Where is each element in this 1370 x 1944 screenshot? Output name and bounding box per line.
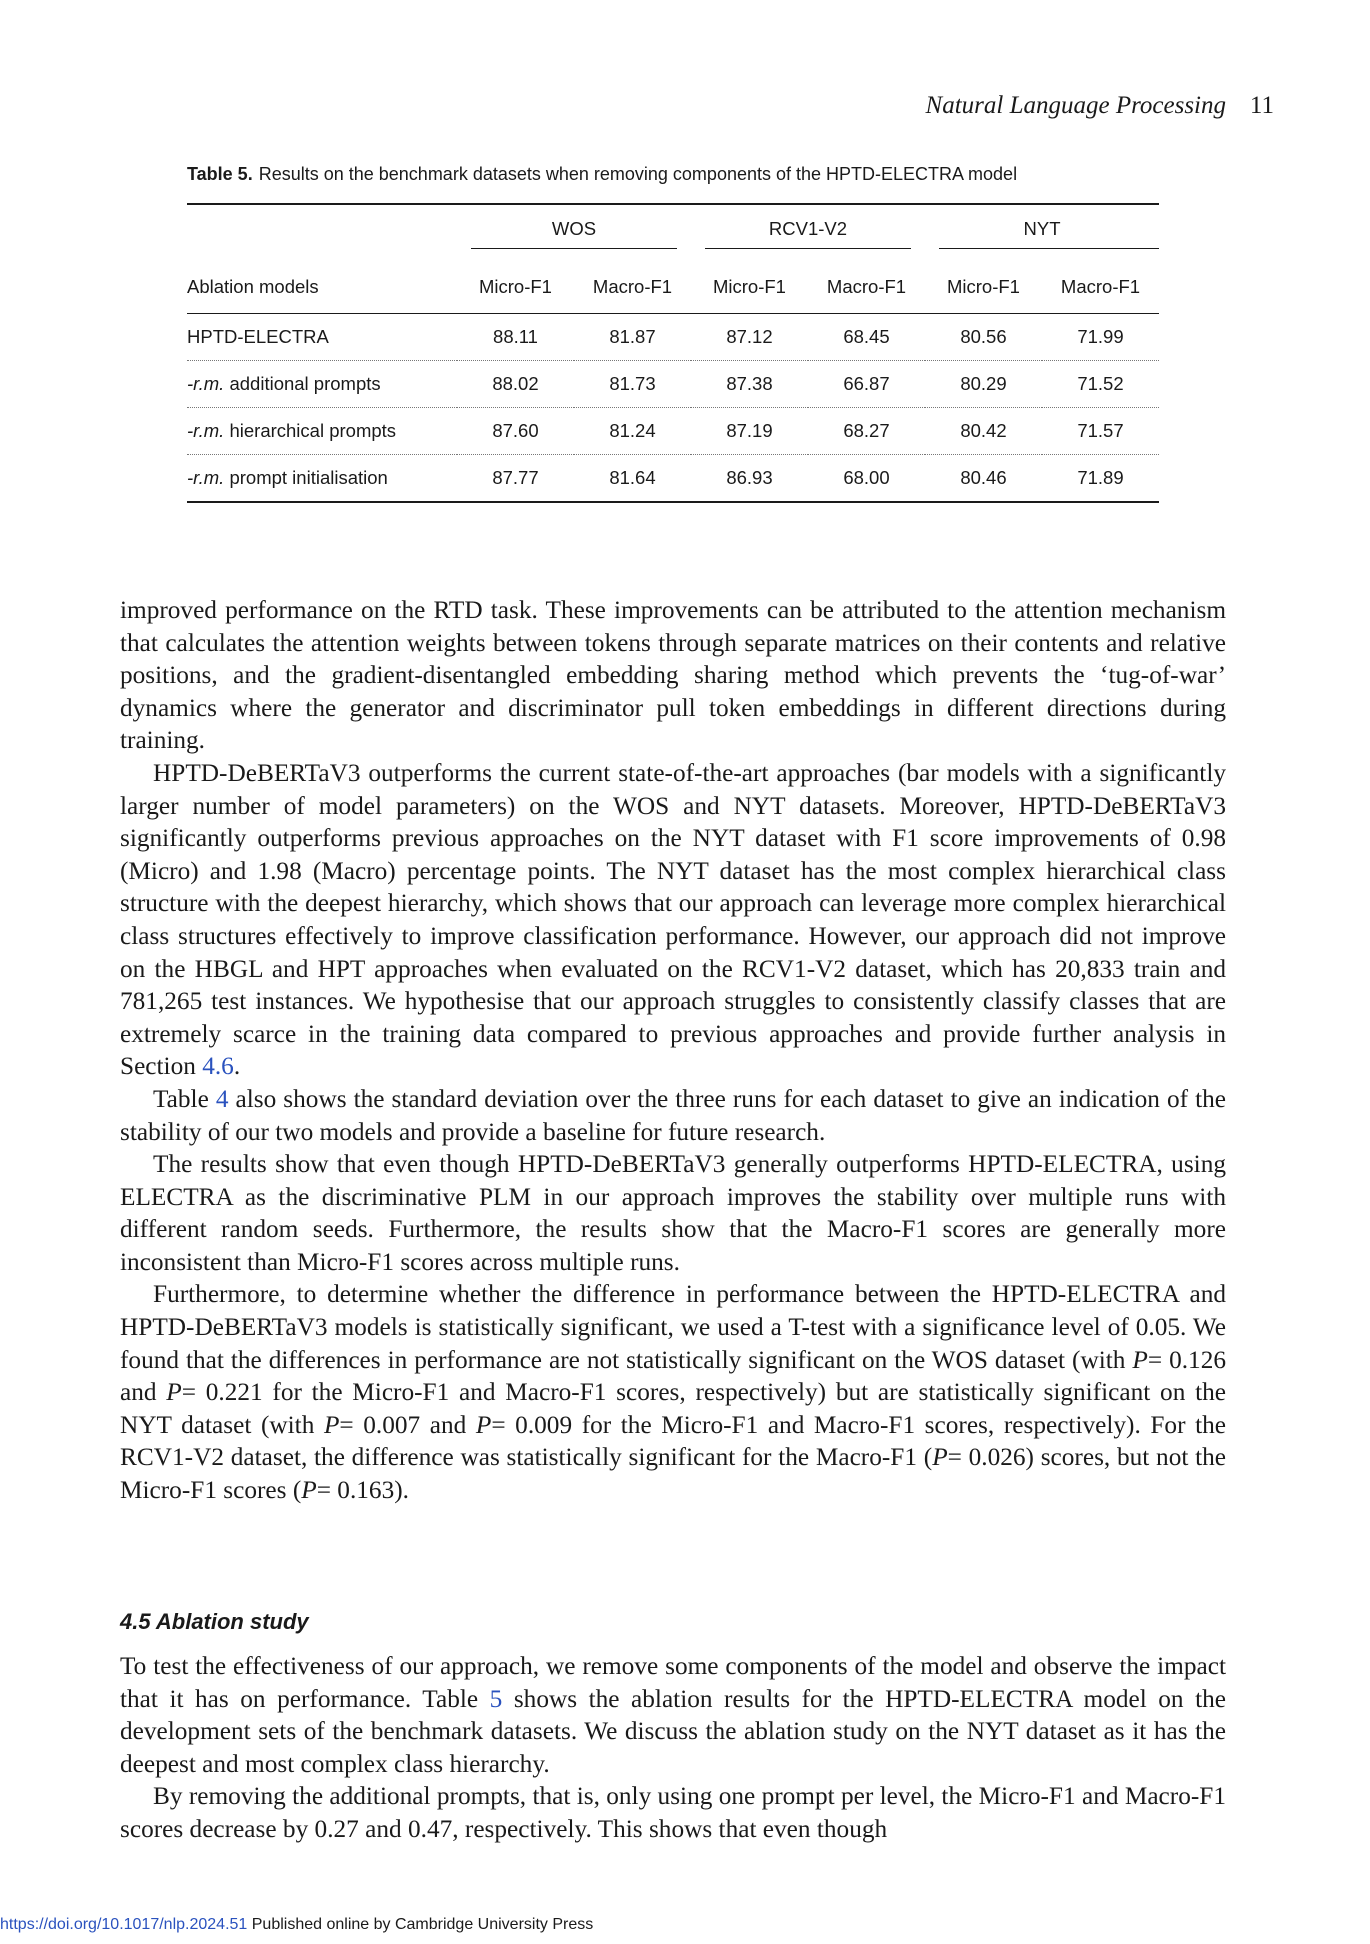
doi-link[interactable]: https://doi.org/10.1017/nlp.2024.51: [0, 1916, 248, 1933]
table-cell: 71.99: [1077, 326, 1124, 347]
section-heading: 4.5 Ablation study: [120, 1609, 309, 1634]
row-label: -r.m. additional prompts: [187, 361, 457, 408]
table-cell: 80.56: [960, 326, 1007, 347]
table-group-header-row: [187, 204, 1159, 261]
table-cell: 87.38: [691, 361, 808, 408]
table-cell: 80.42: [925, 408, 1042, 455]
table-link[interactable]: 5: [489, 1684, 503, 1713]
table-cell: 71.89: [1042, 455, 1159, 503]
col-header: Macro-F1: [808, 261, 925, 314]
table-cell: 68.00: [808, 455, 925, 503]
section-link[interactable]: 4.6: [202, 1052, 234, 1081]
group-header-rcv1: RCV1-V2: [691, 204, 925, 261]
table-row: [187, 455, 1159, 503]
table-caption: [187, 164, 1159, 185]
col-header: Micro-F1: [691, 261, 808, 314]
table-cell: 80.29: [925, 361, 1042, 408]
table-row: [187, 314, 1159, 361]
col-header: Micro-F1: [925, 261, 1042, 314]
table-row: [187, 408, 1159, 455]
table-cell: 68.45: [843, 326, 890, 347]
table-cell: 81.87: [609, 326, 656, 347]
table-cell: 80.46: [925, 455, 1042, 503]
page-number: 11: [1249, 92, 1274, 119]
table-cell: 81.73: [574, 361, 691, 408]
footer: [0, 1916, 593, 1934]
table-cell: 87.12: [726, 326, 773, 347]
body-text: [120, 594, 1226, 1507]
col-header: Macro-F1: [574, 261, 691, 314]
table-caption-label: Table 5.: [187, 164, 253, 184]
paragraph: Furthermore, to determine whether the difference in performance between the HPTD-ELECTRA and HPTD-DeBERTaV3 models is statistically significant, we used a T-test with a significance level of 0.05. We found that the differences in performance are not statistically significant on the WOS dataset (with P= 0.126 and P= 0.221 for the Micro-F1 and Macro-F1 scores, respectively) but are statistically significant on the NYT dataset (with P= 0.007 and P= 0.009 for the Micro-F1 and Macro-F1 scores, respectively). For the RCV1-V2 dataset, the difference was statistically significant for the Macro-F1 (P= 0.026) scores, but not the Micro-F1 scores (P= 0.163).: [120, 1280, 1227, 1505]
table-cell: 66.87: [808, 361, 925, 408]
table-caption-text: Results on the benchmark datasets when removing components of the HPTD-ELECTRA model: [258, 164, 1018, 184]
paragraph: The results show that even though HPTD-DeBERTaV3 generally outperforms HPTD-ELECTRA, using ELECTRA as the discriminative PLM in our approach improves the stability over multiple runs with different random seeds. Furthermore, the results show that the Macro-F1 scores are generally more inconsistent than Micro-F1 scores across multiple runs.: [120, 1150, 1226, 1276]
table-subheader-row: [187, 261, 1159, 314]
table-cell: 87.19: [691, 408, 808, 455]
paragraph: HPTD-DeBERTaV3 outperforms the current state-of-the-art approaches (bar models with a significantly larger number of model parameters) on the WOS and NYT datasets. Moreover, HPTD-DeBERTaV3 significantly outperforms previous approaches on the NYT dataset with F1 score improvements of 0.98 (Micro) and 1.98 (Macro) percentage points. The NYT dataset has the most complex hierarchical class structure with the deepest hierarchy, which shows that our approach can leverage more complex hierarchical class structures effectively to improve classification performance. However, our approach did not improve on the HBGL and HPT approaches when evaluated on the RCV1-V2 dataset, which has 20,833 train and 781,265 test instances. We hypothesise that our approach struggles to consistently classify classes that are extremely scarce in the training data compared to previous approaches and provide further analysis in Section 4.6.: [120, 758, 1226, 1081]
table-row: [187, 361, 1159, 408]
publisher-text: Published online by Cambridge University Press: [247, 1916, 594, 1933]
table-cell: 86.93: [691, 455, 808, 503]
table-cell: 88.02: [457, 361, 574, 408]
running-head: Natural Language Processing: [925, 92, 1226, 119]
table-cell: 68.27: [808, 408, 925, 455]
group-header-nyt: NYT: [925, 204, 1159, 261]
col-header: Macro-F1: [1042, 261, 1159, 314]
table-link[interactable]: 4: [215, 1084, 229, 1113]
group-header-wos: WOS: [457, 204, 691, 261]
paragraph: By removing the additional prompts, that is, only using one prompt per level, the Micro-F1 and Macro-F1 scores decrease by 0.27 and 0.47, respectively. This shows that even though: [120, 1782, 1226, 1843]
section-text: [120, 1650, 1226, 1846]
table-5: [187, 164, 1159, 503]
row-label: HPTD-ELECTRA: [187, 326, 329, 347]
ablation-table: [187, 203, 1159, 503]
table-cell: 88.11: [493, 326, 538, 347]
row-label: -r.m. prompt initialisation: [187, 455, 457, 503]
table-cell: 87.60: [457, 408, 574, 455]
table-cell: 81.64: [574, 455, 691, 503]
table-cell: 81.24: [574, 408, 691, 455]
paragraph: improved performance on the RTD task. These improvements can be attributed to the attention mechanism that calculates the attention weights between tokens through separate matrices on their contents and relative positions, and the gradient-disentangled embedding sharing method which prevents the ‘tug-of-war’ dynamics where the generator and discriminator pull token embeddings in different directions during training.: [120, 596, 1226, 755]
table-cell: 71.57: [1042, 408, 1159, 455]
table-cell: 87.77: [457, 455, 574, 503]
row-header: Ablation models: [187, 261, 457, 314]
col-header: Micro-F1: [457, 261, 574, 314]
table-cell: 71.52: [1042, 361, 1159, 408]
row-label: -r.m. hierarchical prompts: [187, 408, 457, 455]
paragraph: To test the effectiveness of our approach, we remove some components of the model and observe the impact that it has on performance. Table 5 shows the ablation results for the HPTD-ELECTRA model on the development sets of the benchmark datasets. We discuss the ablation study on the NYT dataset as it has the deepest and most complex class hierarchy.: [120, 1652, 1226, 1778]
paragraph: Table 4 also shows the standard deviation over the three runs for each dataset to give an indication of the stability of our two models and provide a baseline for future research.: [120, 1084, 1226, 1146]
